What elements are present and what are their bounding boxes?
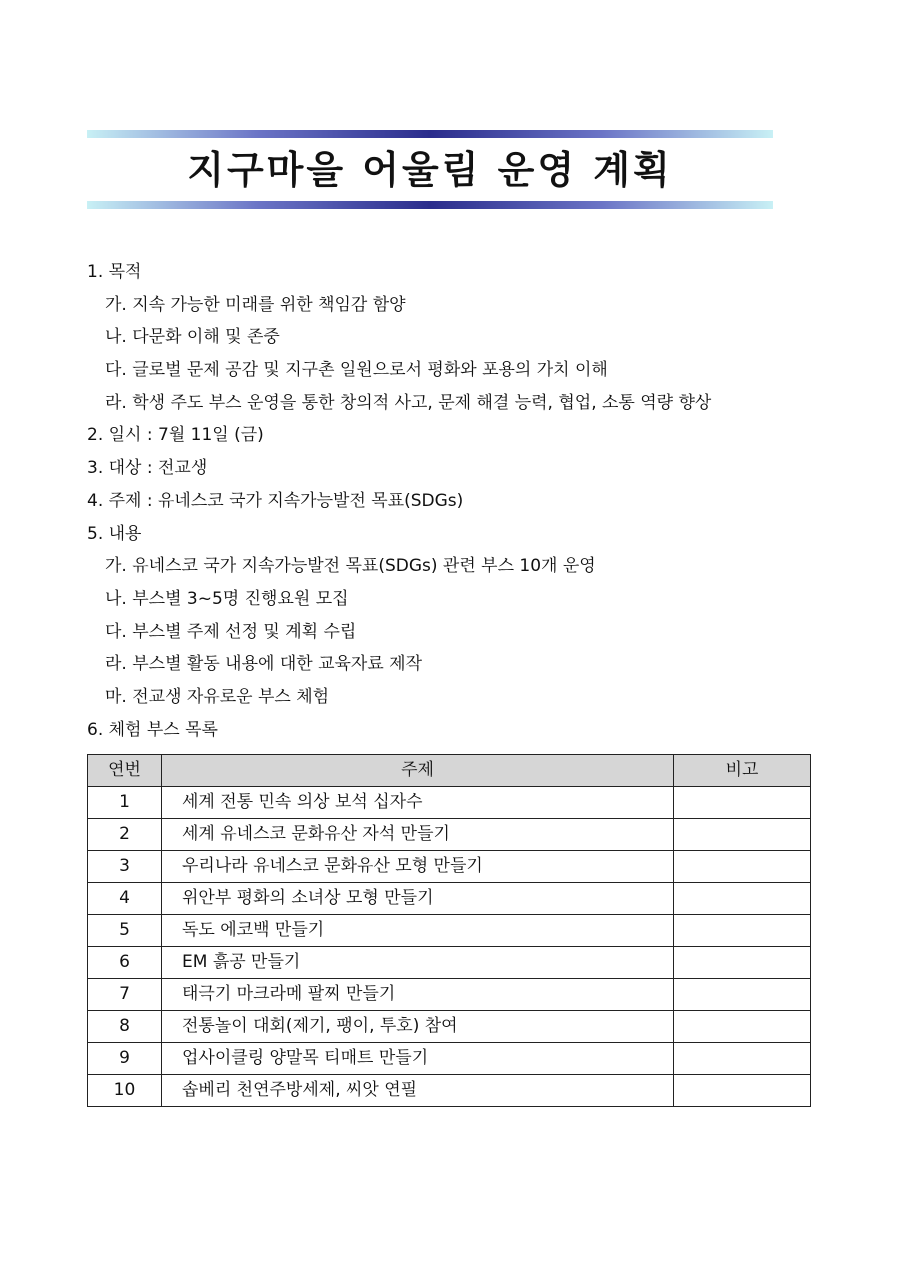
table-row	[88, 851, 811, 883]
outline-heading: 6. 체험 부스 목록	[87, 719, 218, 740]
outline-subitem: 마. 전교생 자유로운 부스 체험	[105, 686, 330, 707]
outline-subitem: 나. 다문화 이해 및 존중	[105, 327, 280, 348]
table-row	[88, 883, 811, 915]
cell-num: 3	[88, 851, 162, 883]
cell-topic: 우리나라 유네스코 문화유산 모형 만들기	[162, 851, 674, 883]
cell-topic: 세계 유네스코 문화유산 자석 만들기	[162, 819, 674, 851]
table-row	[88, 787, 811, 819]
table-row	[88, 1011, 811, 1043]
cell-num: 10	[88, 1075, 162, 1107]
cell-num: 6	[88, 947, 162, 979]
outline-subitem: 라. 학생 주도 부스 운영을 통한 창의적 사고, 문제 해결 능력, 협업, 소통 역량 향상	[105, 392, 712, 413]
cell-num: 2	[88, 819, 162, 851]
cell-topic: 위안부 평화의 소녀상 모형 만들기	[162, 883, 674, 915]
cell-topic: 업사이클링 양말목 티매트 만들기	[162, 1043, 674, 1075]
table-row	[88, 1043, 811, 1075]
document-title: 지구마을 어울림 운영 계획	[187, 148, 673, 192]
outline-subitem: 나. 부스별 3~5명 진행요원 모집	[105, 588, 349, 609]
cell-num: 8	[88, 1011, 162, 1043]
title-bottom-rule	[87, 201, 773, 209]
table-row	[88, 1075, 811, 1107]
header-note: 비고	[674, 755, 811, 787]
cell-note	[674, 1043, 811, 1075]
outline-heading: 5. 내용	[87, 523, 142, 544]
cell-num: 1	[88, 787, 162, 819]
outline-subitem: 라. 부스별 활동 내용에 대한 교육자료 제작	[105, 654, 423, 675]
table-row	[88, 947, 811, 979]
outline-heading: 4. 주제 : 유네스코 국가 지속가능발전 목표(SDGs)	[87, 490, 464, 511]
cell-topic: 솝베리 천연주방세제, 씨앗 연필	[162, 1075, 674, 1107]
outline-heading: 1. 목적	[87, 262, 142, 282]
cell-note	[674, 819, 811, 851]
outline-subitem: 가. 유네스코 국가 지속가능발전 목표(SDGs) 관련 부스 10개 운영	[105, 556, 596, 577]
cell-num: 9	[88, 1043, 162, 1075]
title-top-rule	[87, 130, 773, 138]
cell-note	[674, 979, 811, 1011]
table-row	[88, 979, 811, 1011]
cell-note	[674, 851, 811, 883]
outline-subitem: 다. 부스별 주제 선정 및 계획 수립	[105, 621, 357, 642]
cell-topic: 태극기 마크라메 팔찌 만들기	[162, 979, 674, 1011]
cell-note	[674, 883, 811, 915]
booth-list-table	[87, 754, 811, 1107]
cell-note	[674, 787, 811, 819]
cell-num: 7	[88, 979, 162, 1011]
header-topic: 주제	[162, 755, 674, 787]
table-row	[88, 915, 811, 947]
outline-subitem: 가. 지속 가능한 미래를 위한 책임감 함양	[105, 294, 406, 315]
plan-outline	[87, 256, 817, 746]
outline-subitem: 다. 글로벌 문제 공감 및 지구촌 일원으로서 평화와 포용의 가치 이해	[105, 360, 608, 381]
cell-topic: 전통놀이 대회(제기, 팽이, 투호) 참여	[162, 1011, 674, 1043]
cell-note	[674, 947, 811, 979]
outline-heading: 2. 일시 : 7월 11일 (금)	[87, 425, 264, 446]
cell-note	[674, 915, 811, 947]
cell-topic: 세계 전통 민속 의상 보석 십자수	[162, 787, 674, 819]
cell-topic: 독도 에코백 만들기	[162, 915, 674, 947]
table-header-row	[88, 755, 811, 787]
cell-note	[674, 1011, 811, 1043]
cell-num: 5	[88, 915, 162, 947]
cell-num: 4	[88, 883, 162, 915]
outline-heading: 3. 대상 : 전교생	[87, 458, 208, 479]
table-row	[88, 819, 811, 851]
header-num: 연번	[88, 755, 162, 787]
cell-note	[674, 1075, 811, 1107]
cell-topic: EM 흙공 만들기	[162, 947, 674, 979]
